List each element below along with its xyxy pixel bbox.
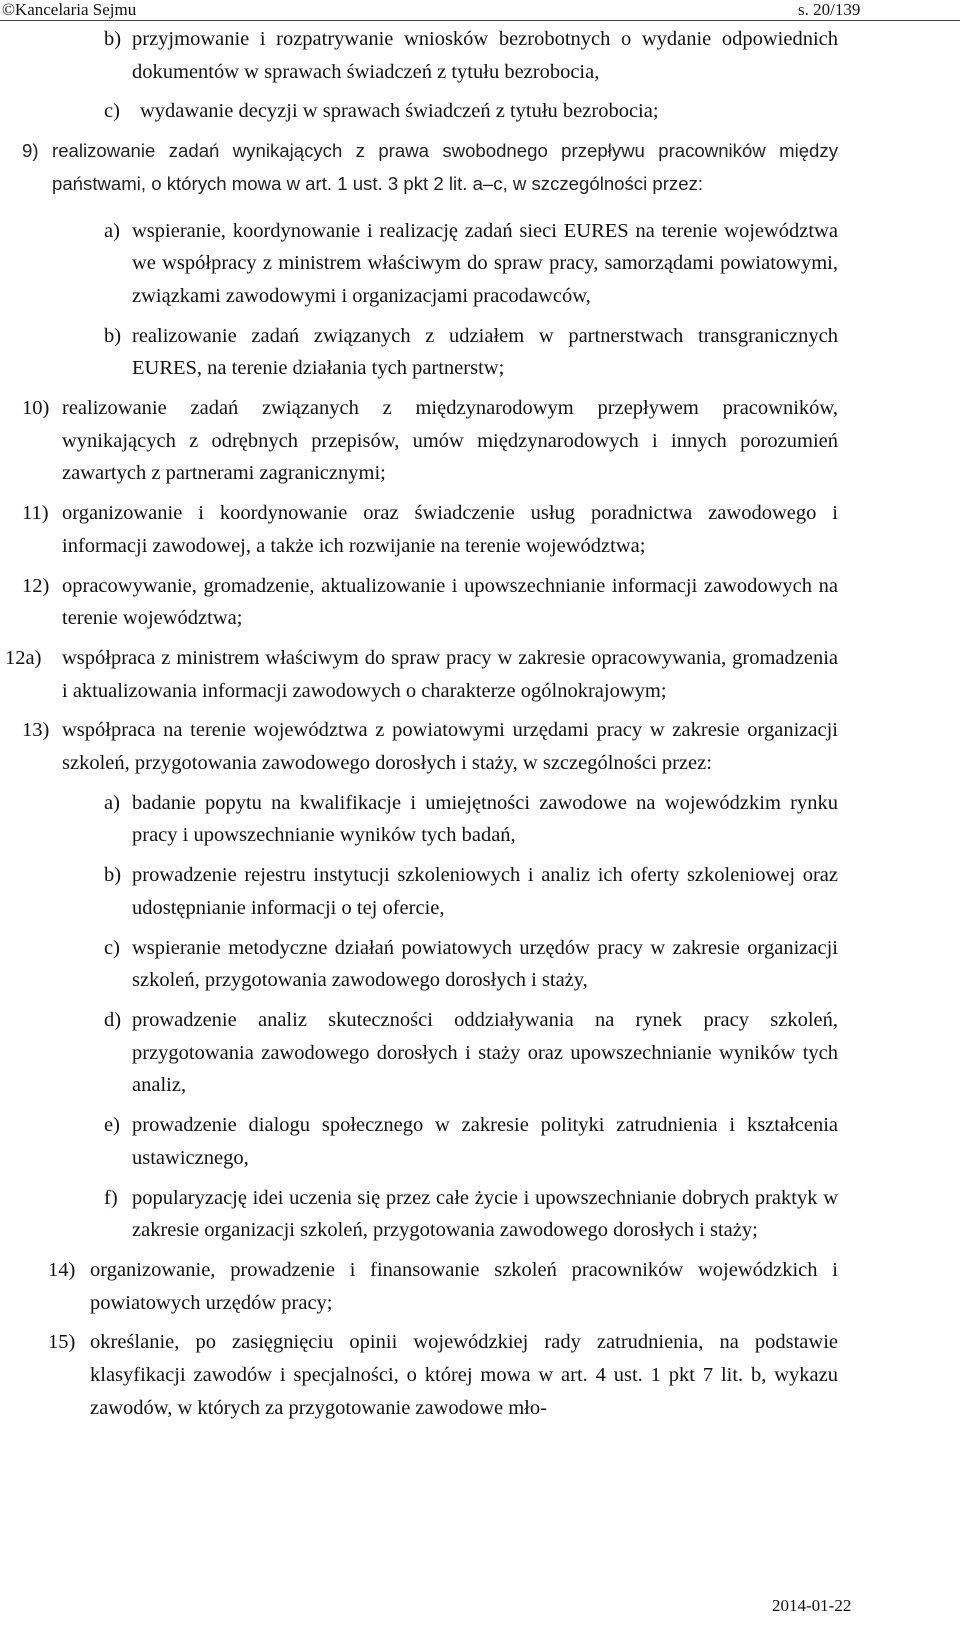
item-label: c) bbox=[104, 936, 120, 959]
item-text: prowadzenie dialogu społecznego w zakresie polityki zatrudnienia i kształcenia ustawicznego, bbox=[132, 1114, 838, 1169]
item-label: 9) bbox=[22, 140, 39, 162]
item-label: f) bbox=[104, 1186, 118, 1209]
header-copyright: ©Kancelaria Sejmu bbox=[2, 0, 137, 19]
item-label: 12) bbox=[22, 574, 50, 597]
item-label: 10) bbox=[22, 397, 50, 420]
item-text: wspieranie metodyczne działań powiatowych urzędów pracy w zakresie organizacji szkoleń, przygotowania zawodowego dorosłych i staży, bbox=[132, 936, 838, 992]
item-label: c) bbox=[104, 100, 120, 123]
footer-date: 2014-01-22 bbox=[772, 1596, 852, 1615]
item-label: b) bbox=[104, 864, 122, 887]
item-text: prowadzenie rejestru instytucji szkoleniowych i analiz ich oferty szkoleniowej oraz udostępnianie informacji o tej ofercie, bbox=[132, 864, 838, 919]
item-text: wydawanie decyzji w sprawach świadczeń z tytułu bezrobocia; bbox=[140, 100, 659, 123]
list-item bbox=[0, 320, 838, 385]
list-item bbox=[0, 497, 838, 562]
list-item bbox=[0, 1326, 838, 1424]
item-label: a) bbox=[104, 219, 120, 242]
item-text: prowadzenie analiz skuteczności oddziaływania na rynek pracy szkoleń, przygotowania zawodowego dorosłych i staży oraz upowszechnianie wyników tych analiz, bbox=[132, 1008, 838, 1097]
item-text: popularyzację idei uczenia się przez całe życie i upowszechnianie dobrych praktyk w zakresie organizacji szkoleń, przygotowania zawodowego dorosłych i staży; bbox=[132, 1186, 838, 1242]
item-text: opracowywanie, gromadzenie, aktualizowanie i upowszechnianie informacji zawodowych na terenie województwa; bbox=[62, 574, 838, 630]
page-header bbox=[0, 0, 960, 20]
item-label: b) bbox=[104, 324, 122, 347]
header-page-number: s. 20/139 bbox=[798, 0, 861, 19]
list-item bbox=[0, 1254, 838, 1319]
item-text: realizowanie zadań wynikających z prawa swobodnego przepływu pracowników między państwami, o których mowa w art. 1 ust. 3 pkt 2 lit. a–c, w szczególności przez: bbox=[52, 140, 838, 194]
item-label: 12a) bbox=[5, 646, 42, 669]
list-item bbox=[0, 95, 838, 128]
item-text: organizowanie, prowadzenie i finansowanie szkoleń pracowników wojewódzkich i powiatowych urzędów pracy; bbox=[90, 1258, 838, 1314]
item-label: 14) bbox=[48, 1258, 76, 1281]
item-label: d) bbox=[104, 1008, 122, 1031]
list-item bbox=[0, 714, 838, 779]
item-label: b) bbox=[104, 28, 122, 50]
list-item bbox=[0, 787, 838, 852]
list-item bbox=[0, 392, 838, 490]
item-label: 11) bbox=[22, 502, 49, 525]
list-item bbox=[0, 1182, 838, 1247]
list-item bbox=[0, 859, 838, 924]
header-divider bbox=[0, 20, 960, 21]
item-text: organizowanie i koordynowanie oraz świadczenie usług poradnictwa zawodowego i informacji zawodowej, a także ich rozwijanie na terenie województwa; bbox=[62, 502, 838, 557]
document-body bbox=[0, 22, 960, 1424]
item-text: realizowanie zadań związanych z udziałem w partnerstwach transgranicznych EURES, na terenie działania tych partnerstw; bbox=[132, 324, 838, 380]
item-label: 13) bbox=[22, 719, 50, 742]
item-label: a) bbox=[104, 791, 120, 814]
item-label: 15) bbox=[48, 1331, 76, 1354]
list-item bbox=[0, 23, 838, 88]
list-item bbox=[0, 570, 838, 635]
item-text: współpraca na terenie województwa z powiatowymi urzędami pracy w zakresie organizacji szkoleń, przygotowania zawodowego dorosłych i staży, w szczególności przez: bbox=[62, 719, 838, 775]
list-item bbox=[0, 1109, 838, 1174]
item-label: e) bbox=[104, 1114, 120, 1137]
item-text: określanie, po zasięgnięciu opinii wojewódzkiej rady zatrudnienia, na podstawie klasyfikacji zawodów i specjalności, o której mowa w art. 4 ust. 1 pkt 7 lit. b, wykazu zawodów, w których za przygotowanie zawodowe mło- bbox=[90, 1331, 838, 1419]
list-item bbox=[0, 215, 838, 313]
list-item bbox=[0, 1004, 838, 1102]
list-item bbox=[0, 135, 838, 200]
item-text: przyjmowanie i rozpatrywanie wniosków bezrobotnych o wydanie odpowiednich dokumentów w sprawach świadczeń z tytułu bezrobocia, bbox=[132, 28, 838, 83]
item-text: realizowanie zadań związanych z międzynarodowym przepływem pracowników, wynikających z odrębnych przepisów, umów międzynarodowych i innych porozumień zawartych z partnerami zagranicznymi; bbox=[62, 397, 838, 485]
item-text: badanie popytu na kwalifikacje i umiejętności zawodowe na wojewódzkim rynku pracy i upowszechnianie wyników tych badań, bbox=[132, 791, 838, 847]
item-text: wspieranie, koordynowanie i realizację zadań sieci EURES na terenie województwa we współpracy z ministrem właściwym do spraw pracy, samorządami powiatowymi, związkami zawodowymi i organizacjami pracodawców, bbox=[132, 219, 838, 307]
item-text: współpraca z ministrem właściwym do spraw pracy w zakresie opracowywania, gromadzenia i aktualizowania informacji zawodowych o charakterze ogólnokrajowym; bbox=[62, 646, 838, 702]
list-item bbox=[0, 642, 838, 707]
list-item bbox=[0, 932, 838, 997]
